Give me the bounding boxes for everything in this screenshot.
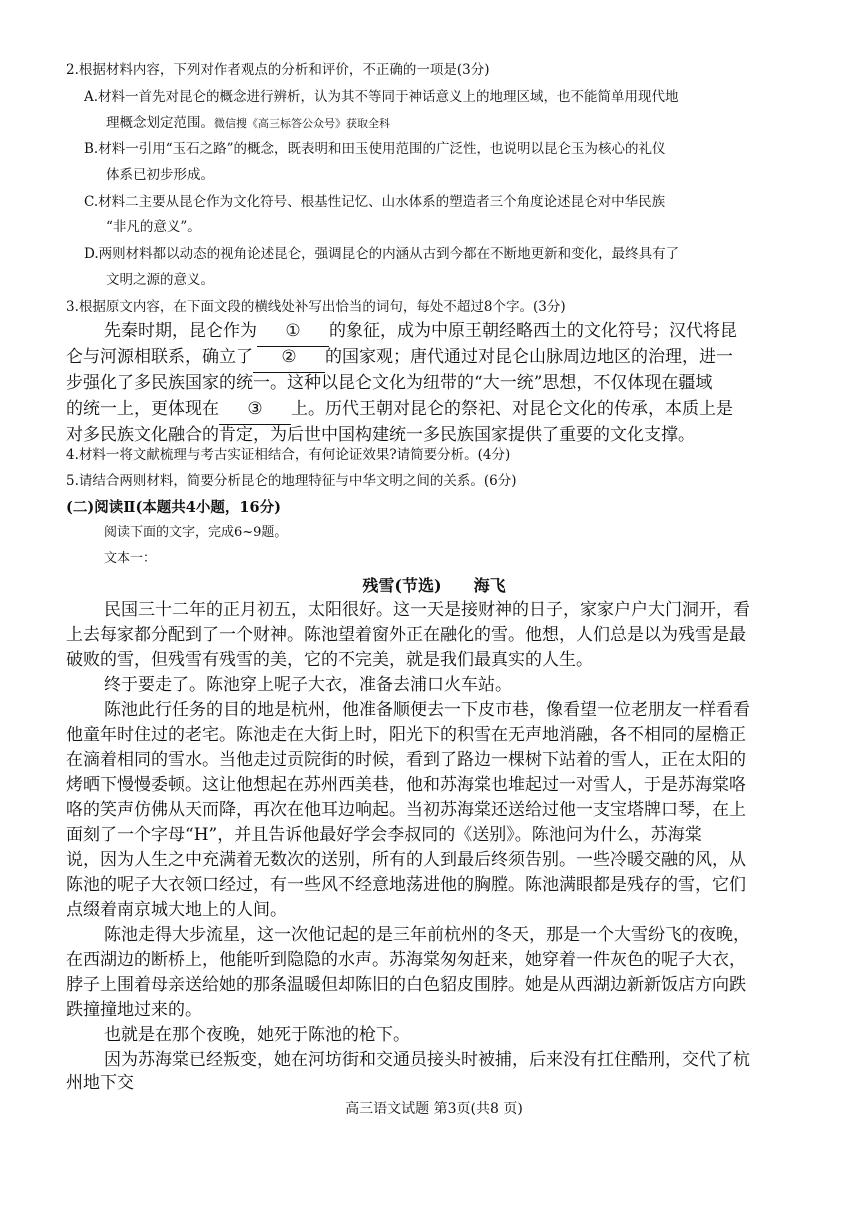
story-line: 终于要走了。陈池穿上呢子大衣，准备去浦口火车站。 xyxy=(104,675,512,695)
section-heading: (二)阅读Ⅱ(本题共4小题，16分) xyxy=(66,499,281,516)
answer-blank-1[interactable]: ① xyxy=(257,316,329,347)
story-line: 破败的雪，但残雪有残雪的美，它的不完美，就是我们最真实的人生。 xyxy=(66,650,593,670)
story-line: 上去每家都分配到了一个财神。陈池望着窗外正在融化的雪。他想，人们总是以为残雪是最 xyxy=(66,625,746,645)
option-a-line-1: A.材料一首先对昆仑的概念进行辨析，认为其不等同于神话意义上的地理区域，也不能简单用现代地 xyxy=(84,89,679,105)
page-footer: 高三语文试题 第3页(共8 页) xyxy=(345,1101,523,1117)
story-line: 因为苏海棠已经叛变，她在河坊街和交通员接头时被捕，后来没有扛住酷刑，交代了杭 xyxy=(104,1050,750,1070)
story-line: 点缀着南京城大地上的人间。 xyxy=(66,900,287,920)
option-b-line-1: B.材料一引用“玉石之路”的概念，既表明和田玉使用范围的广泛性，也说明以昆仑玉为核心的礼仪 xyxy=(84,141,666,157)
option-b-line-2: 体系已初步形成。 xyxy=(106,167,214,183)
fill-text: 上。历代王朝对昆仑的祭祀、对昆仑文化的传承，本质上是 xyxy=(291,399,733,419)
fill-text: 的象征，成为中原王朝经略西土的文化符号；汉代将昆 xyxy=(329,321,737,341)
question-4: 4.材料一将文献梳理与考古实证相结合，有何论证效果?请简要分析。(4分) xyxy=(66,447,511,463)
question-3-line-3: 步强化了多民族国家的统一。这种以昆仑文化为纽带的“大一统”思想，不仅体现在疆域 xyxy=(66,373,713,393)
story-line: 咯的笑声仿佛从天而降，再次在他耳边响起。当初苏海棠还送给过他一支宝塔牌口琴，在上 xyxy=(66,800,746,820)
question-3-stem: 3.根据原文内容，在下面文段的横线处补写出恰当的词句，每处不超过8个字。(3分) xyxy=(66,299,566,315)
story-line: 陈池此行任务的目的地是杭州，他准备顺便去一下皮市巷，像看望一位老朋友一样看看 xyxy=(104,700,750,720)
fill-text: 的国家观；唐代通过对昆仑山脉周边地区的治理，进一 xyxy=(325,347,733,367)
option-d-line-2: 文明之源的意义。 xyxy=(106,272,214,288)
question-2-stem: 2.根据材料内容，下列对作者观点的分析和评价，不正确的一项是(3分) xyxy=(66,62,490,78)
fill-text: 的统一上，更体现在 xyxy=(66,399,219,419)
story-line: 在西湖边的断桥上，他能听到隐隐的水声。苏海棠匆匆赶来，她穿着一件灰色的呢子大衣， xyxy=(66,950,746,970)
story-line: 陈池走得大步流星，这一次他记起的是三年前杭州的冬天，那是一个大雪纷飞的夜晚， xyxy=(104,925,750,945)
question-3-line-5: 对多民族文化融合的肯定，为后世中国构建统一多民族国家提供了重要的文化支撑。 xyxy=(66,425,695,445)
option-a-text: 理概念划定范围。 xyxy=(106,115,214,131)
section-instruction: 阅读下面的文字，完成6~9题。 xyxy=(104,525,288,540)
story-line: 说，因为人生之中充满着无数次的送别，所有的人到最后终须告别。一些冷暖交融的风，从 xyxy=(66,850,746,870)
watermark-note: 微信搜《高三标答公众号》获取全科 xyxy=(214,117,390,130)
fill-text: 先秦时期，昆仑作为 xyxy=(104,321,257,341)
option-d-line-1: D.两则材料都以动态的视角论述昆仑，强调昆仑的内涵从古到今都在不断地更新和变化，最终具有了 xyxy=(84,246,680,262)
fill-text: 仑与河源相联系，确立了 xyxy=(66,347,253,367)
story-line: 陈池的呢子大衣领口经过，有一些风不经意地荡进他的胸膛。陈池满眼都是残存的雪，它们 xyxy=(66,875,746,895)
story-line: 民国三十二年的正月初五，太阳很好。这一天是接财神的日子，家家户户大门洞开，看 xyxy=(104,600,750,620)
story-line: 面刻了一个字母“H”，并且告诉他最好学会李叔同的《送别》。陈池问为什么，苏海棠 xyxy=(66,825,702,845)
question-5: 5.请结合两则材料，简要分析昆仑的地理特征与中华文明之间的关系。(6分) xyxy=(66,473,517,489)
option-c-line-1: C.材料二主要从昆仑作为文化符号、根基性记忆、山水体系的塑造者三个角度论述昆仑对中华民族 xyxy=(84,194,666,210)
story-line: 也就是在那个夜晚，她死于陈池的枪下。 xyxy=(104,1025,410,1045)
story-line: 在滴着相同的雪水。当他走过贡院街的时候，看到了路边一棵树下站着的雪人，正在太阳的 xyxy=(66,750,746,770)
story-line: 跌撞撞地过来的。 xyxy=(66,1000,202,1020)
story-line: 州地下交 xyxy=(66,1073,134,1093)
answer-blank-2[interactable]: ② xyxy=(253,342,325,373)
option-c-line-2: “非凡的意义”。 xyxy=(106,219,201,235)
story-line: 烤晒下慢慢委顿。这让他想起在苏州西美巷，他和苏海棠也堆起过一对雪人，于是苏海棠咯 xyxy=(66,775,746,795)
answer-blank-3[interactable]: ③ xyxy=(219,394,291,425)
story-line: 脖子上围着母亲送给她的那条温暖但却陈旧的白色貂皮围脖。她是从西湖边新新饭店方向跌 xyxy=(66,975,746,995)
story-title: 残雪(节选) 海飞 xyxy=(362,576,506,595)
option-a-line-2 xyxy=(106,111,390,136)
story-line: 他童年时住过的老宅。陈池走在大街上时，阳光下的积雪在无声地消融，各不相同的屋檐正 xyxy=(66,725,746,745)
text-label: 文本一： xyxy=(104,551,157,566)
